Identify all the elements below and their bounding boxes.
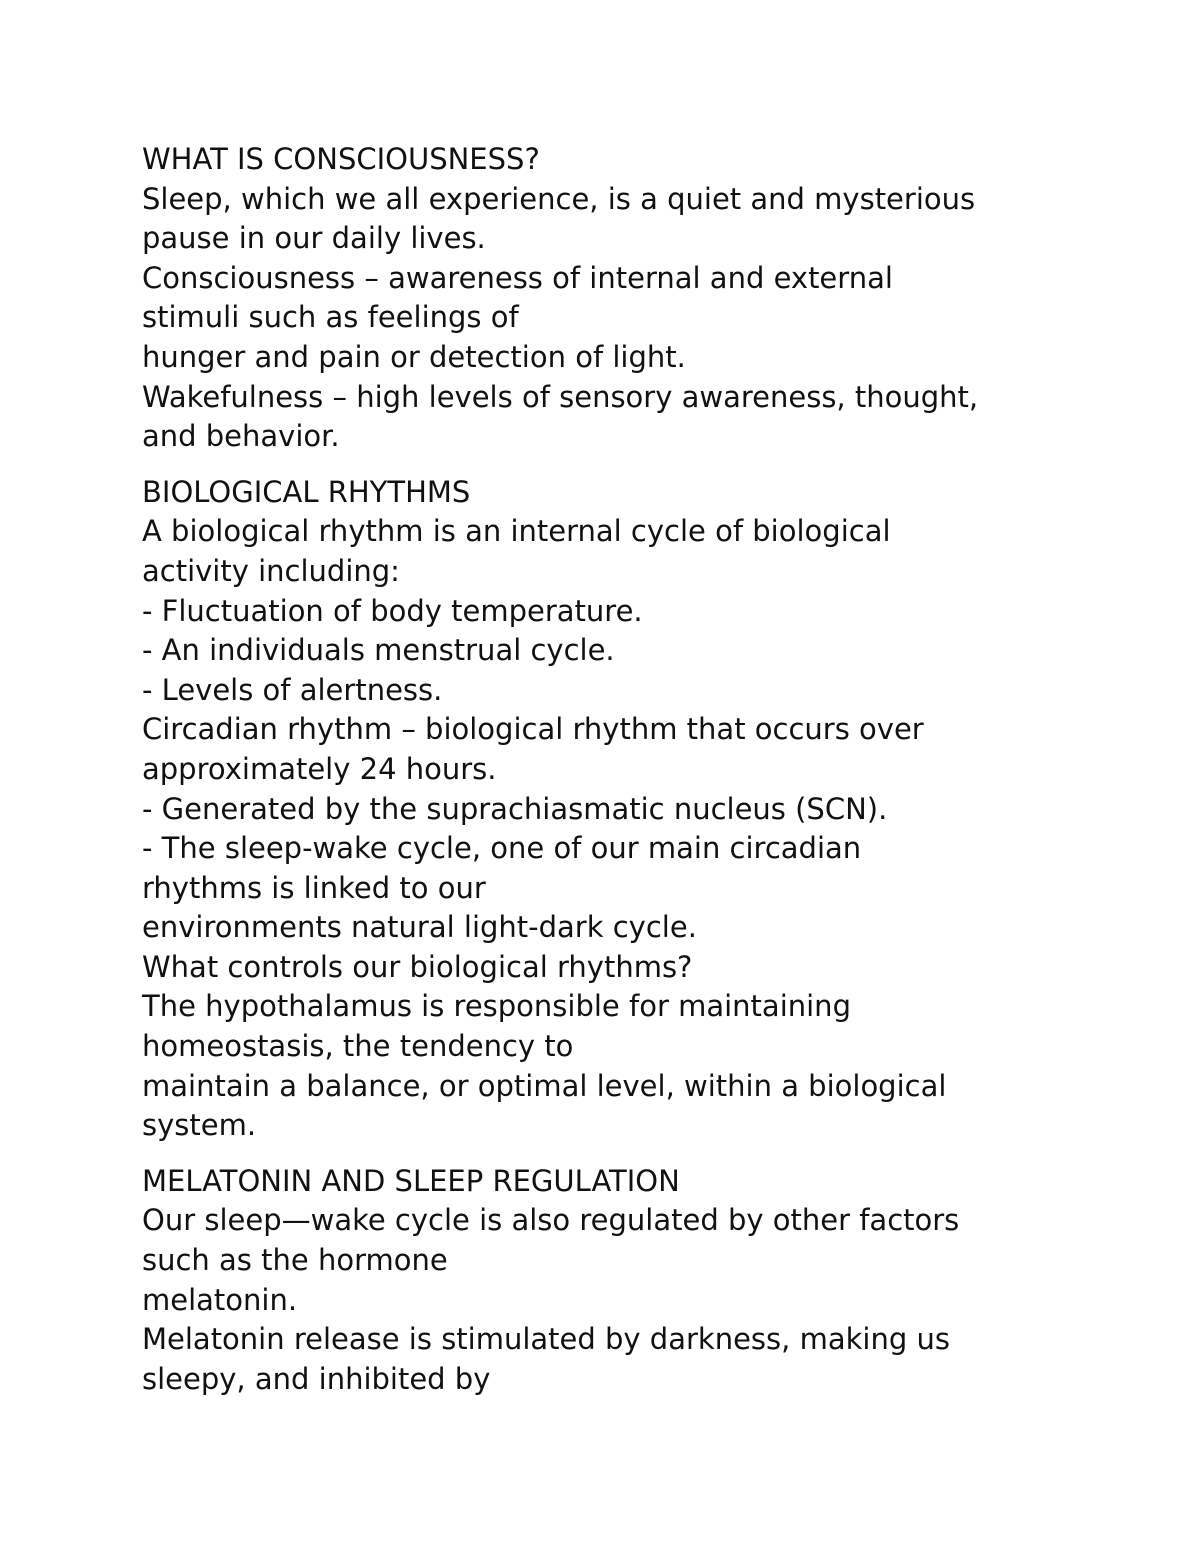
text-line: Consciousness – awareness of internal and external	[142, 260, 893, 295]
section-heading: BIOLOGICAL RHYTHMS	[142, 474, 471, 509]
text-line: rhythms is linked to our	[142, 870, 486, 905]
text-line: maintain a balance, or optimal level, within a biological	[142, 1068, 947, 1103]
text-line: - Fluctuation of body temperature.	[142, 593, 643, 628]
section-melatonin	[142, 1162, 1072, 1400]
text-line: The hypothalamus is responsible for maintaining	[142, 989, 851, 1024]
text-line: - Levels of alertness.	[142, 672, 443, 707]
text-line: Wakefulness – high levels of sensory awareness, thought,	[142, 379, 979, 414]
text-line: What controls our biological rhythms?	[142, 949, 693, 984]
text-line: stimuli such as feelings of	[142, 300, 519, 335]
text-line: - An individuals menstrual cycle.	[142, 633, 615, 668]
document-page	[142, 140, 1072, 1399]
text-line: such as the hormone	[142, 1243, 448, 1278]
text-line: approximately 24 hours.	[142, 751, 497, 786]
text-line: pause in our daily lives.	[142, 221, 486, 256]
text-line: A biological rhythm is an internal cycle of biological	[142, 514, 891, 549]
text-line: - The sleep-wake cycle, one of our main circadian	[142, 831, 862, 866]
text-line: sleepy, and inhibited by	[142, 1361, 491, 1396]
text-line: system.	[142, 1108, 257, 1143]
section-heading: MELATONIN AND SLEEP REGULATION	[142, 1163, 680, 1198]
text-line: melatonin.	[142, 1282, 298, 1317]
text-line: - Generated by the suprachiasmatic nucleus (SCN).	[142, 791, 888, 826]
section-biological-rhythms	[142, 473, 1072, 1146]
text-line: environments natural light-dark cycle.	[142, 910, 697, 945]
section-heading: WHAT IS CONSCIOUSNESS?	[142, 142, 540, 176]
text-line: hunger and pain or detection of light.	[142, 339, 686, 374]
text-line: Circadian rhythm – biological rhythm that occurs over	[142, 712, 924, 747]
text-line: homeostasis, the tendency to	[142, 1029, 574, 1064]
text-line: activity including:	[142, 553, 400, 588]
text-line: Our sleep—wake cycle is also regulated by other factors	[142, 1203, 960, 1238]
section-consciousness	[142, 140, 1072, 457]
text-line: Melatonin release is stimulated by darkness, making us	[142, 1322, 950, 1357]
text-line: and behavior.	[142, 419, 340, 454]
text-line: Sleep, which we all experience, is a quiet and mysterious	[142, 181, 976, 216]
